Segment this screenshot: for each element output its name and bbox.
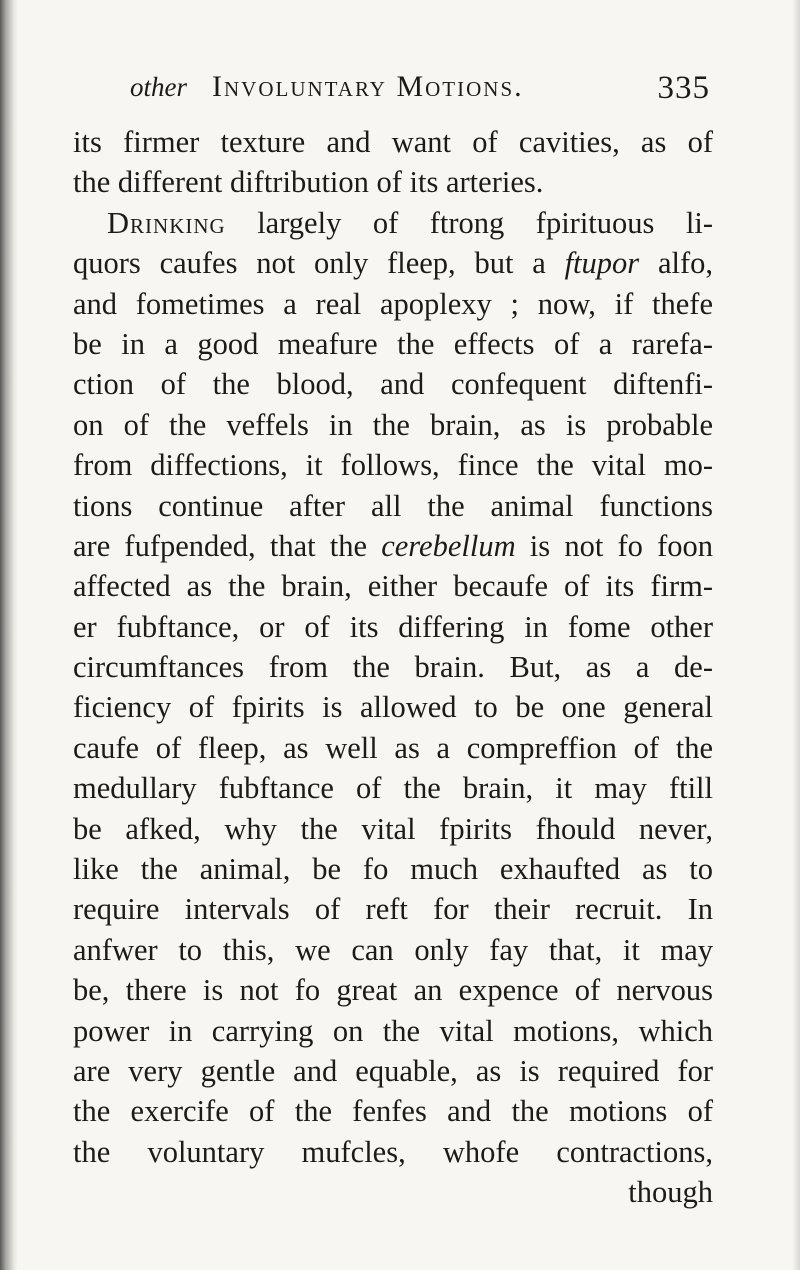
text-line: circumftances from the brain. But, as a de-	[73, 650, 713, 685]
page-number: 335	[657, 70, 710, 106]
text-line: are very gentle and equable, as is required for	[73, 1053, 713, 1088]
italic-term: cerebellum	[381, 528, 516, 563]
text-line: the different diftribution of its arteries.	[73, 165, 544, 200]
text-line: caufe of fleep, as well as a compreffion of the	[73, 730, 713, 765]
text-line: its firmer texture and want of cavities, as of	[73, 125, 713, 159]
text-line: affected as the brain, either becaufe of its firm-	[73, 569, 713, 604]
text-line: medullary fubftance of the brain, it may ftill	[73, 771, 713, 806]
page-edge	[792, 0, 800, 1270]
text-line: from diffections, it follows, fince the vital mo-	[73, 448, 713, 483]
text-line: ficiency of fpirits is allowed to be one general	[73, 690, 713, 725]
gutter-shadow	[0, 0, 18, 1270]
text-line: tions continue after all the animal functions	[73, 488, 713, 523]
text-line: the voluntary mufcles, whofe contractions,	[73, 1134, 713, 1169]
italic-term: ftupor	[564, 246, 640, 281]
text-line: are fufpended, that the cerebellum is not fo foon	[73, 528, 713, 563]
text-line: anfwer to this, we can only fay that, it may	[73, 932, 713, 967]
body-text	[73, 122, 713, 1213]
text-line: quors caufes not only fleep, but a ftupor alfo,	[73, 246, 713, 281]
text-line: ction of the blood, and confequent diftenfi-	[73, 367, 713, 402]
text-line: like the animal, be fo much exhaufted as to	[73, 852, 713, 887]
text-line: power in carrying on the vital motions, which	[73, 1013, 713, 1048]
running-head	[130, 64, 710, 114]
paragraph-lead-word: Drinking	[107, 205, 226, 240]
text-line: be, there is not fo great an expence of nervous	[73, 973, 713, 1008]
catchword: though	[628, 1175, 713, 1210]
text-line: and fometimes a real apoplexy ; now, if thefe	[73, 286, 713, 321]
text-line: on of the veffels in the brain, as is probable	[73, 407, 713, 442]
running-head-title: Involuntary Motions.	[212, 70, 524, 103]
running-head-italic: other	[130, 72, 187, 102]
text-line: er fubftance, or of its differing in fome other	[73, 609, 713, 644]
text-line: be in a good meafure the effects of a rarefa-	[73, 326, 713, 361]
text-line: require intervals of reft for their recruit. In	[73, 892, 713, 927]
text-line: be afked, why the vital fpirits fhould never,	[73, 811, 713, 846]
text-line: Drinking largely of ftrong fpirituous li-	[107, 205, 713, 240]
text-line: the exercife of the fenfes and the motions of	[73, 1094, 713, 1129]
